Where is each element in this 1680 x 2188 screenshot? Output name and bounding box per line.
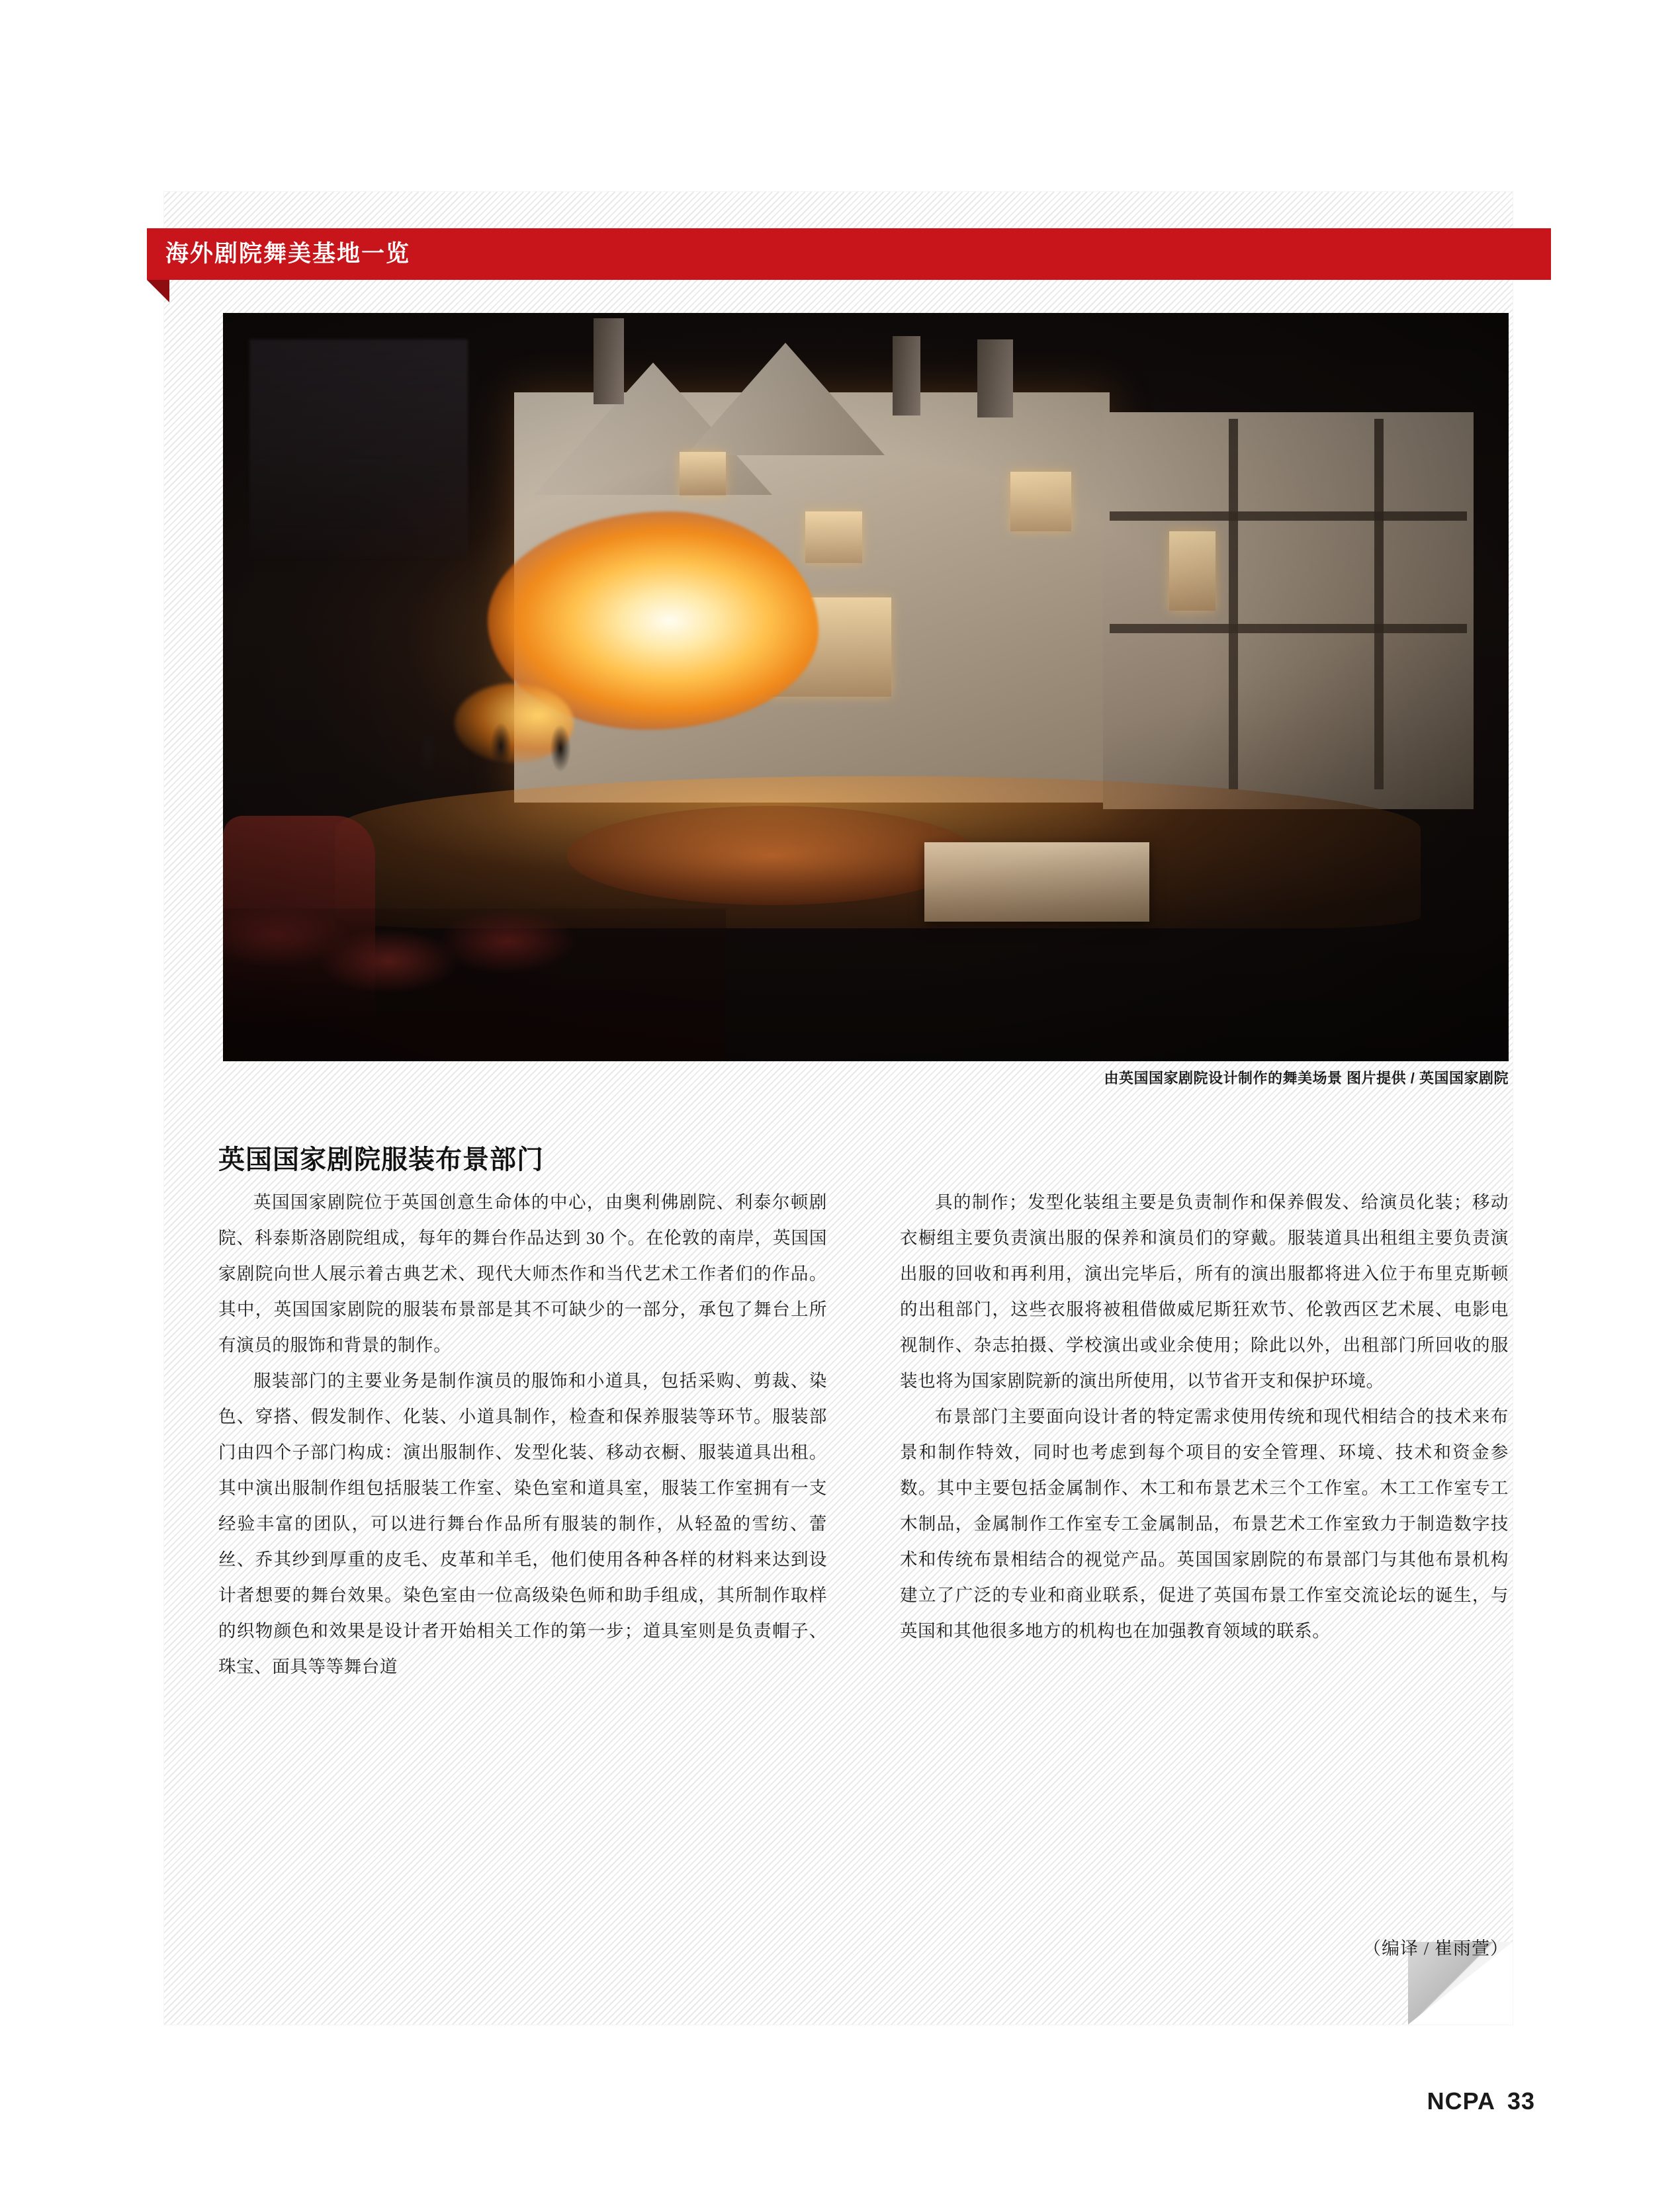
page-number: 33 [1507,2087,1535,2115]
paragraph: 具的制作；发型化装组主要是负责制作和保养假发、给演员化装；移动衣橱组主要负责演出服的保养和演员们的穿戴。服装道具出租组主要负责演出服的回收和再利用，演出完毕后，所有的演出服都将进入位于布里克斯顿的出租部门，这些衣服将被租借做威尼斯狂欢节、伦敦西区艺术展、电影电视制作、杂志拍摄、学校演出或业余使用；除此以外，出租部门所回收的服装也将为国家剧院新的演出所使用，以节省开支和保护环境。 [900,1192,1509,1391]
article-byline: （编译 / 崔雨萱） [1362,1939,1509,1958]
paragraph: 服装部门的主要业务是制作演员的服饰和小道具，包括采购、剪裁、染色、穿搭、假发制作、化装、小道具制作，检查和保养服装等环节。服装部门由四个子部门构成：演出服制作、发型化装、移动衣橱、服装道具出租。其中演出服制作组包括服装工作室、染色室和道具室，服装工作室拥有一支经验丰富的团队，可以进行舞台作品所有服装的制作，从轻盈的雪纺、蕾丝、乔其纱到厚重的皮毛、皮革和羊毛，他们使用各种各样的材料来达到设计者想要的舞台效果。染色室由一位高级染色师和助手组成，其所制作取样的织物颜色和效果是设计者开始相关工作的第一步；道具室则是负责帽子、珠宝、面具等等舞台道 [218,1371,827,1677]
section-header-ribbon-tail [147,280,169,302]
section-header-title: 海外剧院舞美基地一览 [165,241,411,267]
article-left-column [218,1184,827,1685]
page-footer [1257,2087,1535,2115]
stage-set-photo [223,313,1509,1061]
article-title: 英国国家剧院服装布景部门 [218,1145,544,1175]
photo-caption: 由英国国家剧院设计制作的舞美场景 图片提供 / 英国国家剧院 [1104,1070,1509,1086]
paragraph: 布景部门主要面向设计者的特定需求使用传统和现代相结合的技术来布景和制作特效，同时也考虑到每个项目的安全管理、环境、技术和资金参数。其中主要包括金属制作、木工和布景艺术三个工作室。木工工作室专工木制品，金属制作工作室专工金属制品，布景艺术工作室致力于制造数字技术和传统布景相结合的视觉产品。英国国家剧院的布景部门与其他布景机构建立了广泛的专业和商业联系，促进了英国布景工作室交流论坛的诞生，与英国和其他很多地方的机构也在加强教育领域的联系。 [900,1407,1509,1641]
paragraph: 英国国家剧院位于英国创意生命体的中心，由奥利佛剧院、利泰尔顿剧院、科泰斯洛剧院组成，每年的舞台作品达到 30 个。在伦敦的南岸，英国国家剧院向世人展示着古典艺术、现代大师杰作和当代艺术工作者们的作品。其中，英国国家剧院的服装布景部是其不可缺少的一部分，承包了舞台上所有演员的服饰和背景的制作。 [218,1192,827,1355]
photo-vignette [223,313,1509,1061]
publication-name: NCPA [1427,2087,1495,2115]
article-right-column [900,1184,1509,1649]
